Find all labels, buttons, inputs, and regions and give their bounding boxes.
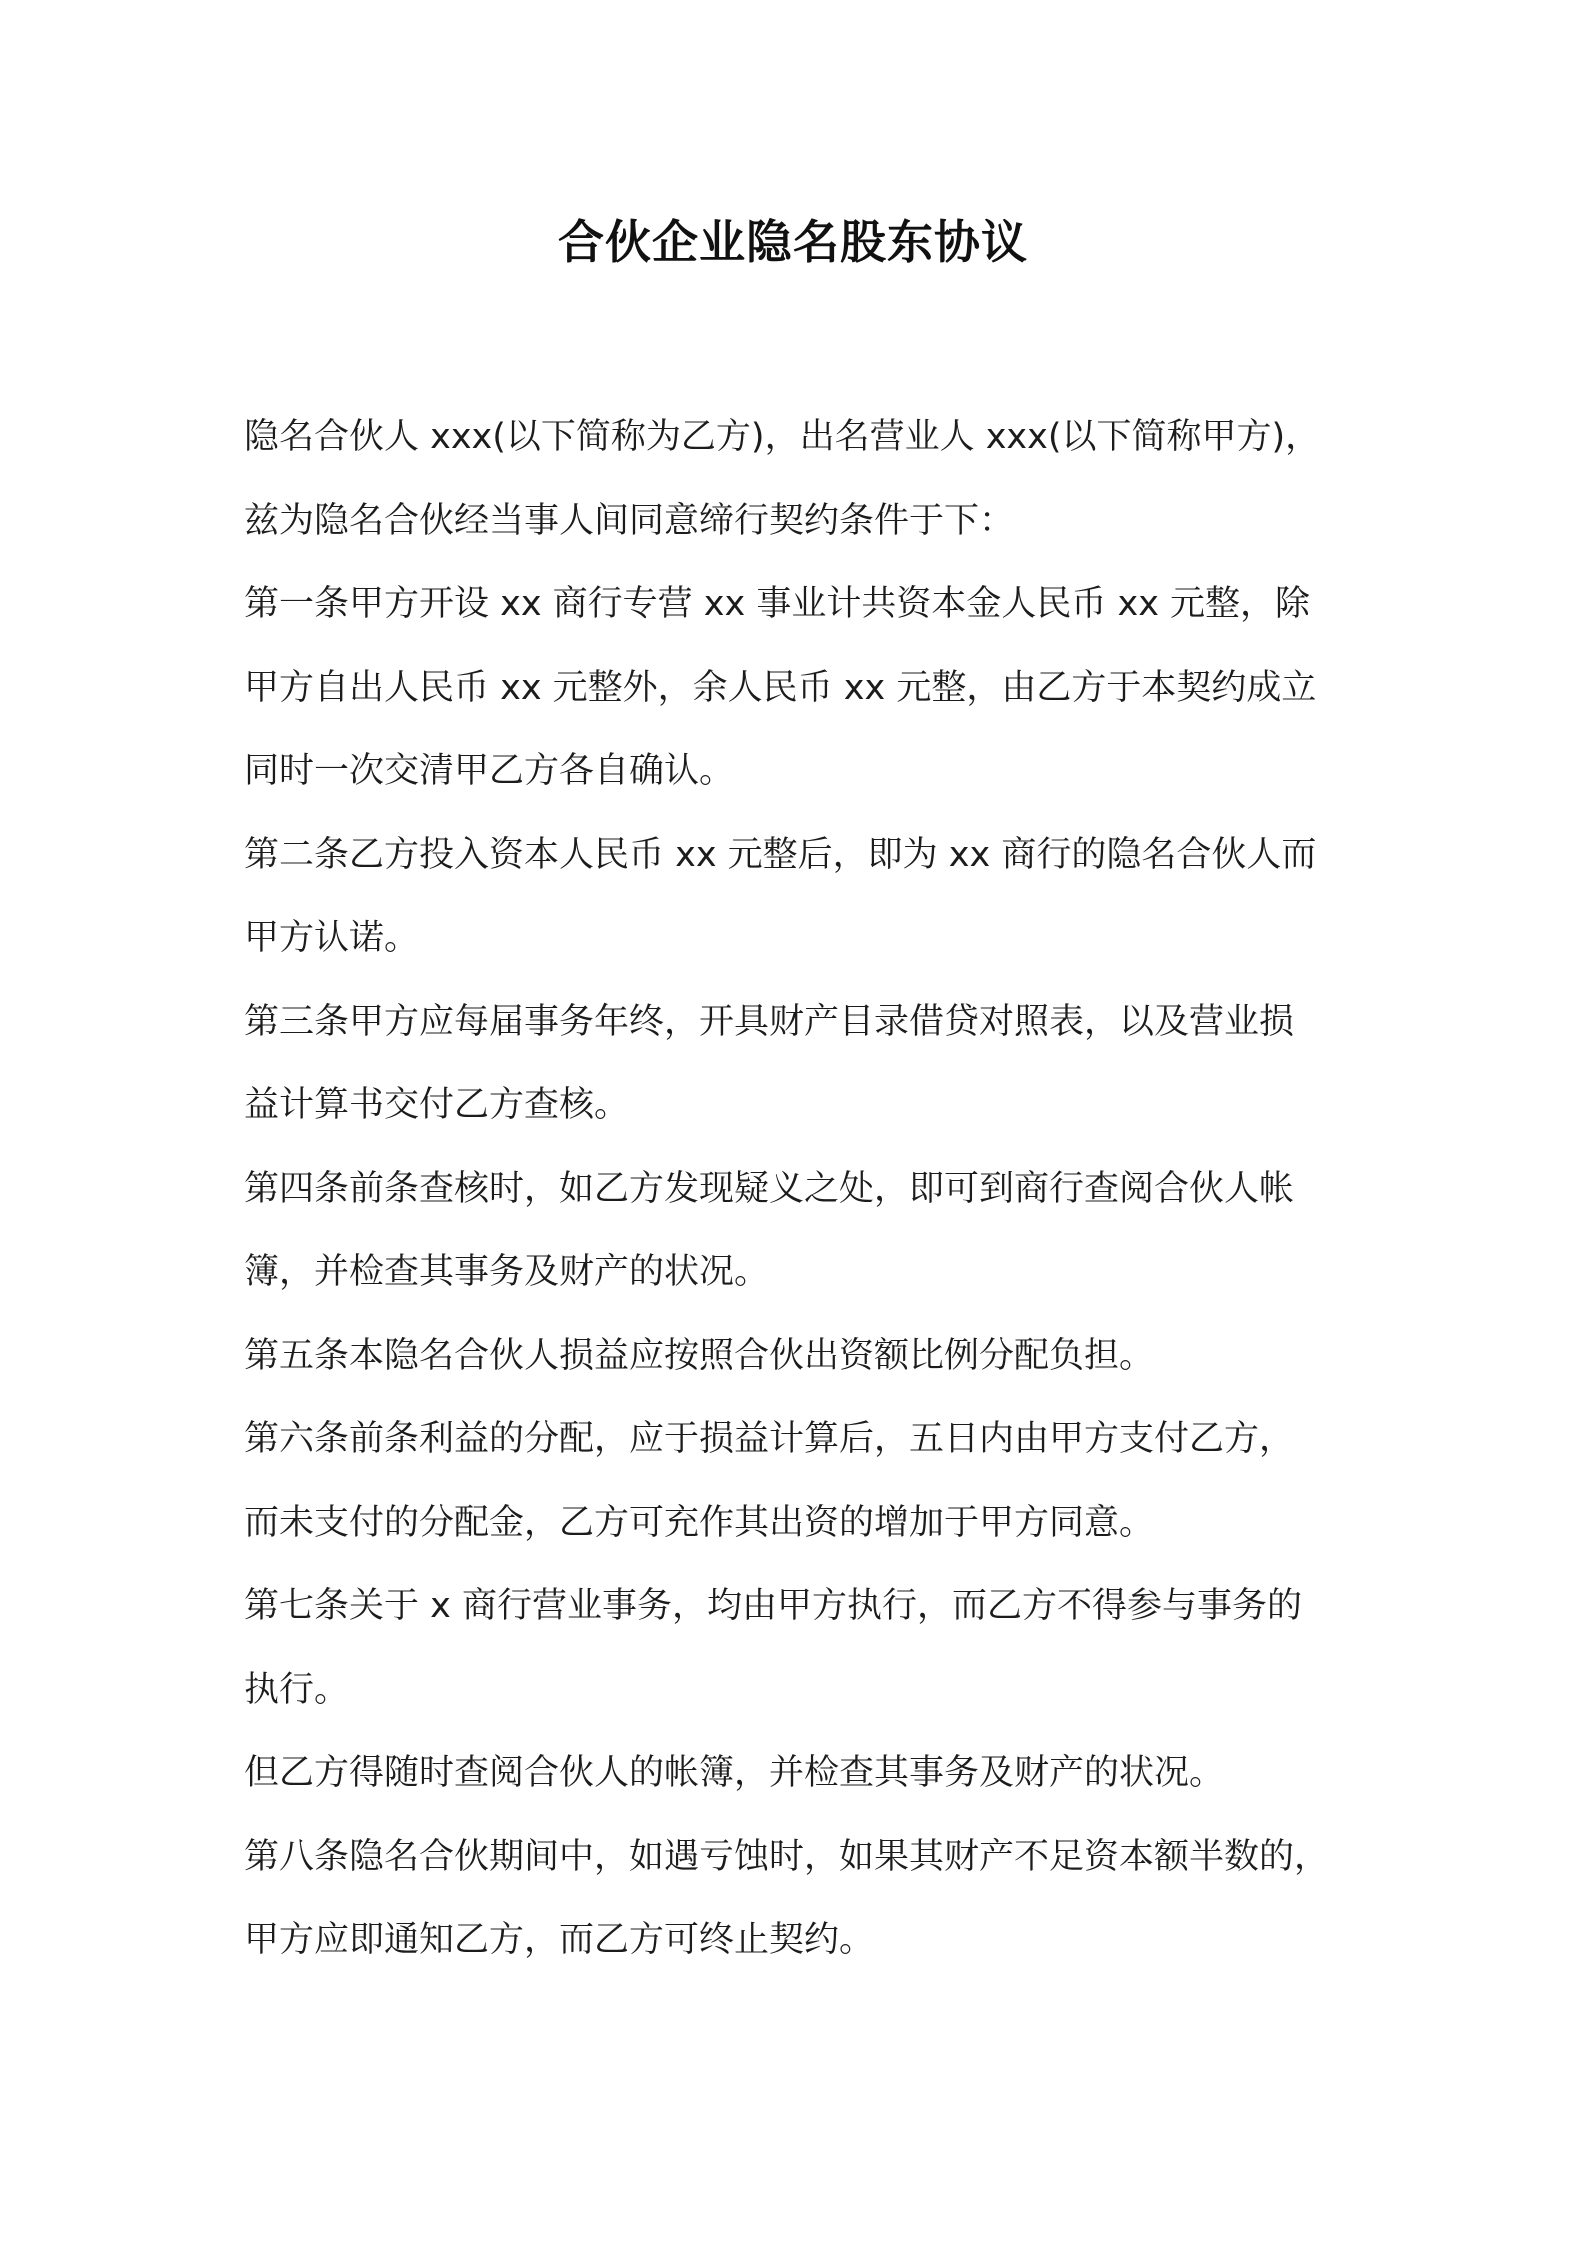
clause-3-line-2: 益计算书交付乙方查核。: [244, 1085, 630, 1125]
clause-1-line-1: 第一条甲方开设 xx 商行专营 xx 事业计共资本金人民币 xx 元整，除: [244, 584, 1311, 624]
document-title: 合伙企业隐名股东协议: [558, 215, 1028, 269]
document-body: [244, 407, 1364, 1994]
clause-7-line-1: 第七条关于 x 商行营业事务，均由甲方执行，而乙方不得参与事务的: [244, 1586, 1302, 1626]
text-line-2: 兹为隐名合伙经当事人间同意缔行契约条件于下：: [244, 500, 1015, 541]
text-line-1: 隐名合伙人 xxx(以下简称为乙方)，出名营业人 xxx(以下简称甲方)，: [244, 417, 1321, 457]
clause-4-line-1: 第四条前条查核时，如乙方发现疑义之处，即可到商行查阅合伙人帐: [244, 1168, 1295, 1209]
clause-3-line-1: 第三条甲方应每届事务年终，开具财产目录借贷对照表，以及营业损: [244, 1001, 1295, 1042]
clause-8-line-1: 第八条隐名合伙期间中，如遇亏蚀时，如果其财产不足资本额半数的，: [244, 1836, 1330, 1877]
clause-1-line-2: 甲方自出人民币 xx 元整外，余人民币 xx 元整，由乙方于本契约成立: [244, 667, 1317, 708]
clause-2-line-1: 第二条乙方投入资本人民币 xx 元整后，即为 xx 商行的隐名合伙人而: [244, 834, 1317, 875]
clause-2-line-2: 甲方认诺。: [244, 918, 420, 958]
clause-6-line-1: 第六条前条利益的分配，应于损益计算后，五日内由甲方支付乙方，: [244, 1419, 1295, 1459]
clause-4-line-2: 簿，并检查其事务及财产的状况。: [244, 1252, 770, 1292]
clause-7-line-2: 执行。: [244, 1669, 350, 1710]
clause-6-line-2: 而未支付的分配金，乙方可充作其出资的增加于甲方同意。: [244, 1502, 1155, 1543]
clause-8-line-2: 甲方应即通知乙方，而乙方可终止契约。: [244, 1920, 875, 1960]
clause-7-line-3: 但乙方得随时查阅合伙人的帐簿，并检查其事务及财产的状况。: [244, 1753, 1225, 1793]
clause-1-line-3: 同时一次交清甲乙方各自确认。: [244, 751, 735, 791]
clause-5-line-1: 第五条本隐名合伙人损益应按照合伙出资额比例分配负担。: [244, 1335, 1155, 1376]
